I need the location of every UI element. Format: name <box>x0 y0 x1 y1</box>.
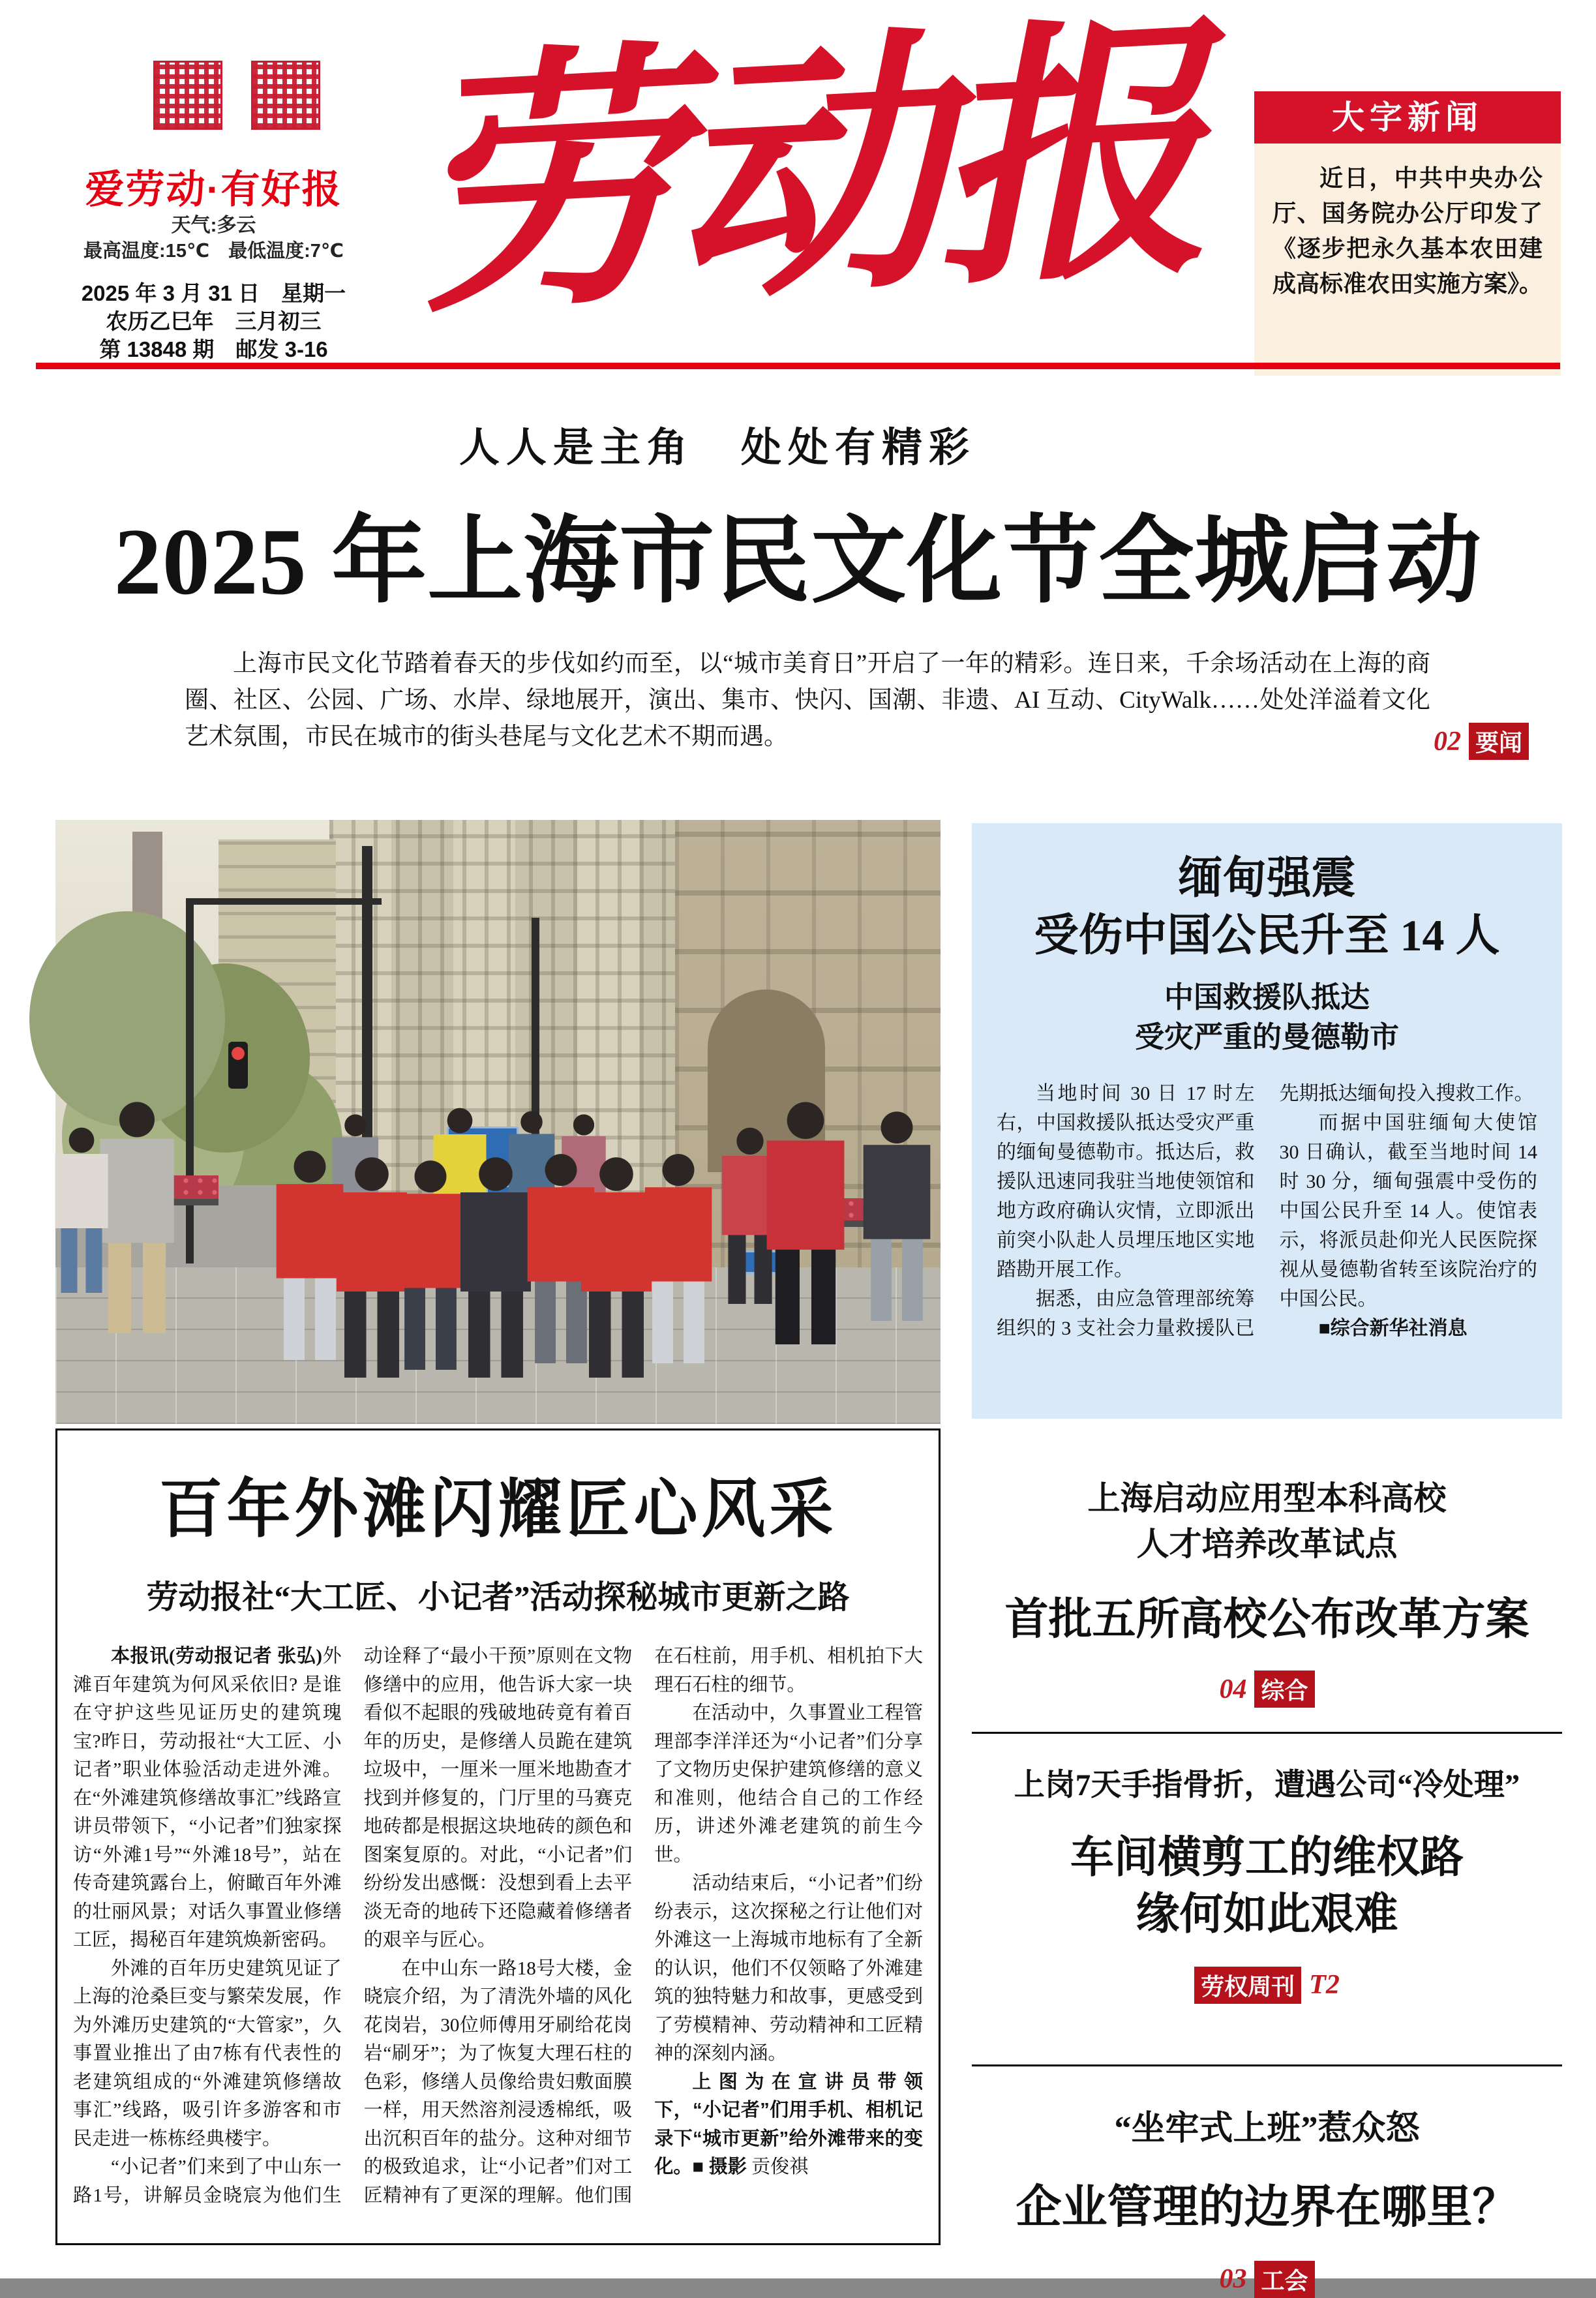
article-paragraph: 当地时间 30 日 17 时左右，中国救援队抵达受灾严重的缅甸曼德勒市。抵达后，救援队迅速同我驻当地使领馆和地方政府确认灾情，立即派出前突小队赴人员埋压地区实地踏勘开展工作。 <box>997 1083 1255 1281</box>
person-figure-child <box>457 1156 535 1385</box>
section-college <box>972 1475 1562 1708</box>
page-section-label: 要闻 <box>1469 723 1529 760</box>
photo-trees <box>29 911 225 1126</box>
lunar-date-line: 农历乙巳年 三月初三 <box>106 309 322 333</box>
lead-paragraph: 上海市民文化节踏着春天的步伐如约而至，以“城市美育日”开启了一年的精彩。连日来，千余场活动在上海的商圈、社区、公园、广场、水岸、绿地展开，演出、集市、快闪、国潮、非遗、AI 互动、CityWalk……处处洋溢着文化艺术氛围，市民在城市的街头巷尾与文化艺术不期而遇。 <box>185 650 1430 751</box>
article-paragraph: 在中山东一路18号大楼，金晓宸介绍，为了清洗外墙的风化花岗岩，30位师傅用牙刷给花岗岩“刷牙”；为了恢复大理石柱的色彩，修缮人员像给贵妇敷面膜一样，用天然溶剂浸透棉纸，吸出沉积百年的盐分。这种对细节的极致追求，让“小记者”们对工匠精神有了更深的理解。他们围在石柱前，用手机、相机拍下大理石石柱的细节。 <box>363 1646 923 2206</box>
myanmar-title-line2: 受伤中国公民升至 14 人 <box>1034 911 1500 961</box>
qr-code-left <box>155 63 220 128</box>
dateline: 本报讯(劳动报记者 张弘) <box>111 1646 323 1667</box>
article-paragraph: 外滩的百年历史建筑见证了上海的沧桑巨变与繁荣发展，作为外滩历史建筑的“大管家”，久事置业推出了由7栋有代表性的老建筑组成的“外滩建筑修缮故事汇”线路，吸引许多游客和市民走进一栋栋经典楼宇。 <box>73 1958 342 2149</box>
page-section-label: 劳权周刊 <box>1194 1967 1301 2004</box>
section-rights-headline <box>972 1830 1562 1943</box>
photo-caption <box>654 2068 923 2182</box>
issue-line: 第 13848 期 邮发 3-16 <box>99 337 328 361</box>
person-figure-child <box>641 1153 715 1370</box>
section-college-kicker <box>972 1475 1562 1567</box>
kicker-line1: 上海启动应用型本科高校 <box>1087 1480 1447 1517</box>
myanmar-title <box>997 849 1537 965</box>
page-section-label: 综合 <box>1254 1671 1314 1708</box>
page-section-label: 工会 <box>1254 2261 1314 2298</box>
masthead-rule <box>36 363 1560 369</box>
masthead-slogan: 爱劳动·有好报 <box>85 168 342 211</box>
article-paragraph: 而据中国驻缅甸大使馆 30 日确认，截至当地时间 14 时 30 分，缅甸强震中受伤的中国公民升至 14 人。使馆表示，将派员赴仰光人民医院探视从曼德勒省转至该院治疗的中国公民。 <box>1279 1112 1537 1310</box>
myanmar-title-line1: 缅甸强震 <box>1178 853 1356 903</box>
page-badge-zonghe <box>972 1671 1562 1708</box>
section-divider <box>972 1732 1562 1734</box>
qr-code-right <box>253 63 318 128</box>
caption-text: 上图为在宣讲员带领下，“小记者”们用手机、相机记录下“城市更新”给外滩带来的变化。 <box>654 2071 923 2177</box>
article-paragraph <box>73 1642 342 1955</box>
big-news-box <box>1254 91 1561 342</box>
page-badge-gonghui <box>972 2261 1562 2298</box>
article-paragraph: 据悉，由应急管理部统筹组织的 3 支社会力量救援队已先期抵达缅甸投入搜救工作。 <box>997 1083 1534 1340</box>
big-news-body: 近日，中共中央办公厅、国务院办公厅印发了《逐步把永久基本农田建成高标准农田实施方案》。 <box>1254 144 1561 376</box>
street-pole <box>186 898 194 1263</box>
photographer-name: 贡俊祺 <box>751 2156 809 2177</box>
person-figure <box>860 1110 934 1328</box>
temperature-line: 最高温度:15℃ 最低温度:7℃ <box>83 241 344 262</box>
date-line: 2025 年 3 月 31 日 星期一 <box>81 281 346 305</box>
myanmar-earthquake-box <box>972 823 1562 1419</box>
page-number: 03 <box>1219 2264 1247 2295</box>
traffic-light-icon <box>228 1042 248 1089</box>
myanmar-subtitle-line1: 中国救援队抵达 <box>1164 980 1370 1014</box>
person-figure <box>52 1126 111 1299</box>
news-photo <box>55 820 941 1424</box>
kicker-line2: 人才培养改革试点 <box>1136 1526 1398 1562</box>
page-number: 04 <box>1219 1674 1247 1704</box>
section-union-kicker: “坐牢式上班”惹众怒 <box>1114 2110 1420 2147</box>
news-source: ■综合新华社消息 <box>1318 1318 1468 1340</box>
bund-article-title: 百年外滩闪耀匠心风采 <box>158 1475 837 1545</box>
credit-label: ■ 摄影 <box>692 2156 747 2177</box>
page-badge-yaowen <box>1434 723 1529 760</box>
myanmar-subtitle-line2: 受灾严重的曼德勒市 <box>1134 1020 1399 1053</box>
bund-article-body <box>73 1642 923 2269</box>
bund-article <box>55 1429 941 2245</box>
lead-kicker: 人人是主角 处处有精彩 <box>459 426 976 470</box>
newspaper-title: 劳动报 <box>401 1 1203 346</box>
page-number: T2 <box>1309 1970 1340 2001</box>
section-college-headline: 首批五所高校公布改革方案 <box>1004 1595 1529 1644</box>
section-rights-kicker: 上岗7天手指骨折，遭遇公司“冷处理” <box>1014 1768 1520 1802</box>
section-union <box>972 2106 1562 2298</box>
article-paragraph: 活动结束后，“小记者”们纷纷表示，这次探秘之行让他们对外滩这一上海城市地标有了全新的认识，他们不仅领略了外滩建筑的独特魅力和故事，更感受到了劳模精神、劳动精神和工匠精神的深刻内涵。 <box>654 1873 923 2064</box>
section-divider <box>972 2064 1562 2066</box>
page-badge-laoquan <box>972 1967 1562 2004</box>
myanmar-subtitle <box>997 978 1537 1057</box>
myanmar-body <box>997 1079 1537 1343</box>
lead-headline: 2025 年上海市民文化节全城启动 <box>113 509 1483 614</box>
headline-line2: 缘何如此艰难 <box>1136 1890 1398 1939</box>
article-paragraph: 在活动中，久事置业工程管理部李洋洋还为“小记者”们分享了文物历史保护建筑修缮的意义和准则，他结合自己的工作经历，讲述外滩老建筑的前生今世。 <box>654 1702 923 1866</box>
weather-line: 天气:多云 <box>171 215 256 236</box>
paragraph-text: 外滩百年建筑为何风采依旧? 是谁在守护这些见证历史的建筑瑰宝?昨日，劳动报社“大工匠、小记者”职业体验活动走进外滩。在“外滩建筑修缮故事汇”线路宣讲员带领下，“小记者”们独家探访“外滩1号”“外滩18号”，站在传奇建筑露台上，俯瞰百年外滩的壮丽风景；对话久事置业修缮工匠，揭秘百年建筑焕新密码。 <box>73 1646 342 1950</box>
big-news-header: 大字新闻 <box>1254 91 1561 144</box>
person-figure-photographer <box>762 1100 849 1353</box>
page-number: 02 <box>1434 726 1461 757</box>
section-union-headline: 企业管理的边界在哪里？ <box>1016 2182 1518 2233</box>
headline-line1: 车间横剪工的维权路 <box>1070 1833 1464 1882</box>
street-pole-arm <box>186 898 382 905</box>
article-paragraph: “小记者”们来到了中山东一路1号，讲解员金晓宸为他们生动诠释了“最小干预”原则在文物修缮中的应用，他告诉大家一块看似不起眼的残破地砖竟有着百年的历史，是修缮人员跪在建筑垃圾中，一厘米一厘米地勘查才找到并修复的，门厅里的马赛克地砖都是根据这块地砖的颜色和图案复原的。对此，“小记者”们纷纷发出感慨：没想到看上去平淡无奇的地砖下还隐藏着修缮者的艰辛与匠心。 <box>73 1646 633 2206</box>
bund-article-subtitle: 劳动报社“大工匠、小记者”活动探秘城市更新之路 <box>146 1579 850 1615</box>
section-labor-rights <box>972 1764 1562 2004</box>
